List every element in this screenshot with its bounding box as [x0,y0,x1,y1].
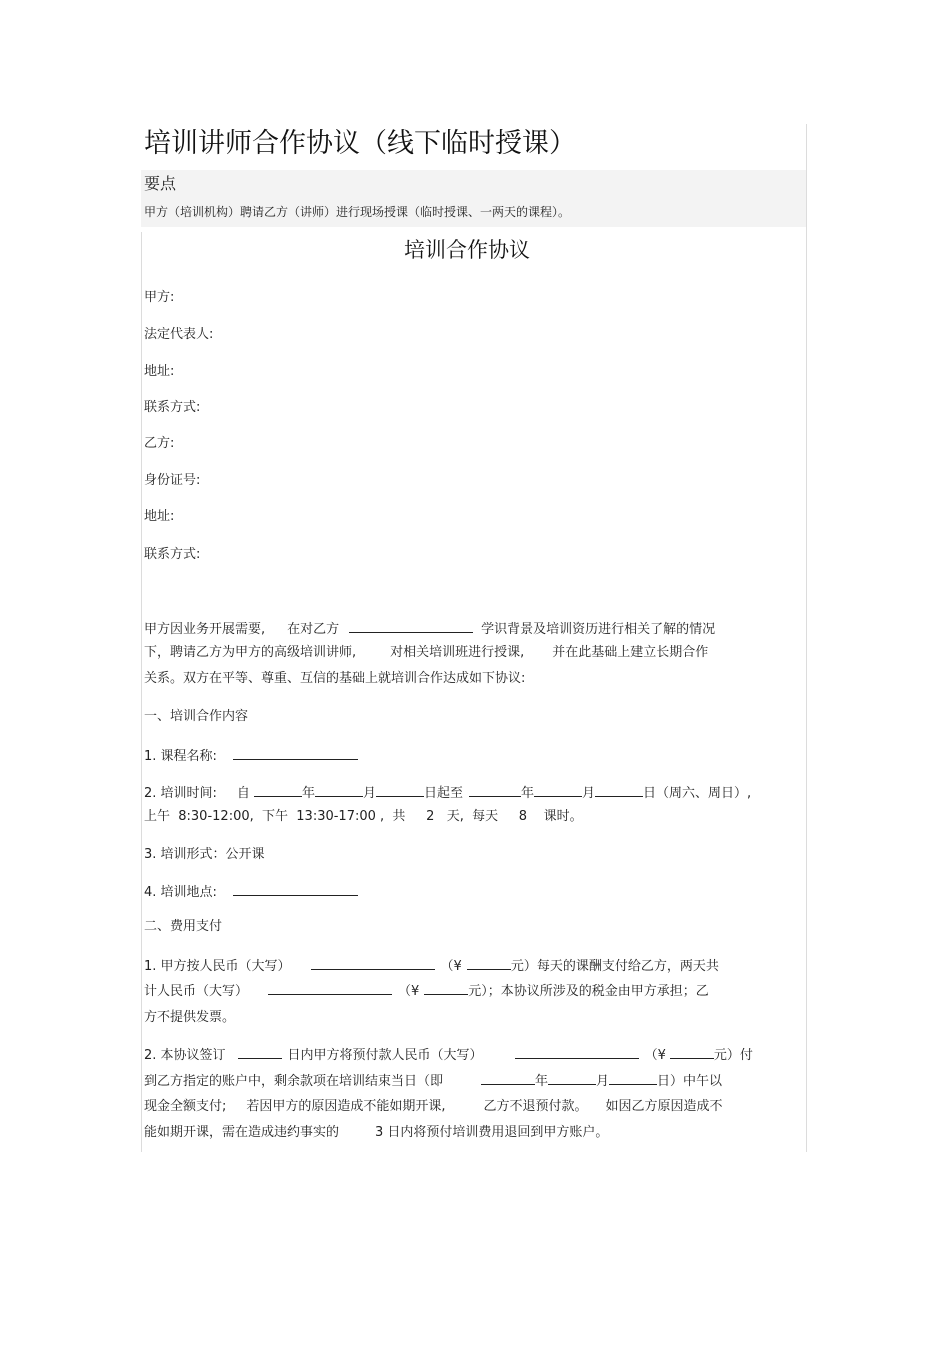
payment-2-line-3 [144,1097,723,1117]
summary-heading: 要点 [144,174,177,193]
blank-field [595,782,643,797]
blank-field [469,782,521,797]
item-training-location [144,881,358,903]
blank-field [233,745,358,760]
time-text: 日起至 [423,786,463,801]
blank-field [233,881,358,896]
blank-field [515,1044,639,1059]
payment-text: （¥ [398,984,420,999]
time-text: 年 [520,786,534,801]
time-text: 月 [362,786,376,801]
intro-line-3: 关系。双方在平等、尊重、互信的基础上就培训合作达成如下协议: [144,671,526,686]
payment-text: （¥ [440,959,462,974]
blank-field [467,955,511,970]
field-address-a: 地址: [144,364,175,379]
time-text: 日（周六、周日）, [643,786,752,801]
blank-field [268,980,392,995]
intro-text: 甲方因业务开展需要, [144,622,266,637]
item-training-time-line2: 上午 8:30-12:00, 下午 13:30-17:00 , 共 2 天, 每天 8 课时。 [144,809,583,824]
intro-line-1 [144,618,715,640]
field-contact-b: 联系方式: [144,547,201,562]
payment-text: 元）付 [713,1048,753,1063]
payment-text: 计人民币（大写） [144,984,249,999]
summary-text: 甲方（培训机构）聘请乙方（讲师）进行现场授课（临时授课、一两天的课程）。 [144,205,571,219]
payment-text: 能如期开课，需在造成违约事实的 [144,1125,340,1140]
blank-field [315,782,363,797]
field-contact-a: 联系方式: [144,400,201,415]
blank-field [349,618,473,633]
intro-text: 下，聘请乙方为甲方的高级培训讲师, [144,645,357,660]
payment-text: 月 [596,1074,610,1089]
blank-field [311,955,435,970]
payment-text: 到乙方指定的账户中，剩余款项在培训结束当日（即 [144,1074,444,1089]
blank-field [376,782,424,797]
blank-field [548,1070,596,1085]
payment-2-line-2 [144,1070,722,1092]
payment-text: 元）；本协议所涉及的税金由甲方承担；乙 [468,984,709,999]
payment-text: 日内甲方将预付款人民币（大写） [287,1048,483,1063]
payment-text: （¥ [644,1048,666,1063]
blank-field [609,1070,657,1085]
summary-box [141,170,806,227]
payment-text: 2. 本协议签订 [144,1048,226,1063]
section1-heading: 一、培训合作内容 [144,709,249,724]
payment-1-line-2 [144,980,709,1002]
blank-field [670,1044,714,1059]
intro-text: 对相关培训班进行授课, [390,645,525,660]
intro-text: 在对乙方 [287,622,340,637]
payment-1-line-3: 方不提供发票。 [144,1010,236,1025]
right-border-rule [806,124,807,1152]
item-training-form: 3. 培训形式：公开课 [144,847,265,862]
time-text: 月 [582,786,596,801]
contract-title: 培训合作协议 [404,238,530,262]
payment-text: 乙方不退预付款。 [483,1099,588,1114]
payment-text: 1. 甲方按人民币（大写） [144,959,291,974]
payment-text: 现金全额支付; [144,1099,227,1114]
blank-field [424,980,468,995]
section2-heading: 二、费用支付 [144,919,223,934]
payment-2-line-1 [144,1044,753,1066]
item-training-time [144,782,751,804]
intro-text: 学识背景及培训资历进行相关了解的情况 [481,622,716,637]
field-party-a: 甲方: [144,290,175,305]
field-id-number: 身份证号: [144,473,201,488]
intro-line-2 [144,643,708,663]
payment-text: 年 [535,1074,549,1089]
payment-text: 日）中午以 [657,1074,723,1089]
item-label: 2. 培训时间: [144,786,217,801]
blank-field [238,1044,282,1059]
payment-text: 如因乙方原因造成不 [605,1099,723,1114]
blank-field [534,782,582,797]
field-party-b: 乙方: [144,436,175,451]
intro-text: 并在此基础上建立长期合作 [552,645,709,660]
field-legal-rep: 法定代表人: [144,327,214,342]
blank-field [481,1070,535,1085]
payment-2-line-4 [144,1123,608,1143]
time-text: 自 [236,786,250,801]
payment-text: 3 日内将预付培训费用退回到甲方账户。 [375,1125,609,1140]
payment-1-line-1 [144,955,719,977]
item-label: 4. 培训地点: [144,885,217,900]
item-course-name [144,745,358,767]
payment-text: 若因甲方的原因造成不能如期开课, [246,1099,446,1114]
item-label: 1. 课程名称: [144,749,217,764]
field-address-b: 地址: [144,509,175,524]
left-border-rule [141,232,142,1152]
blank-field [254,782,302,797]
time-text: 年 [301,786,315,801]
payment-text: 元）每天的课酬支付给乙方，两天共 [510,959,719,974]
document-title: 培训讲师合作协议（线下临时授课） [144,128,576,159]
